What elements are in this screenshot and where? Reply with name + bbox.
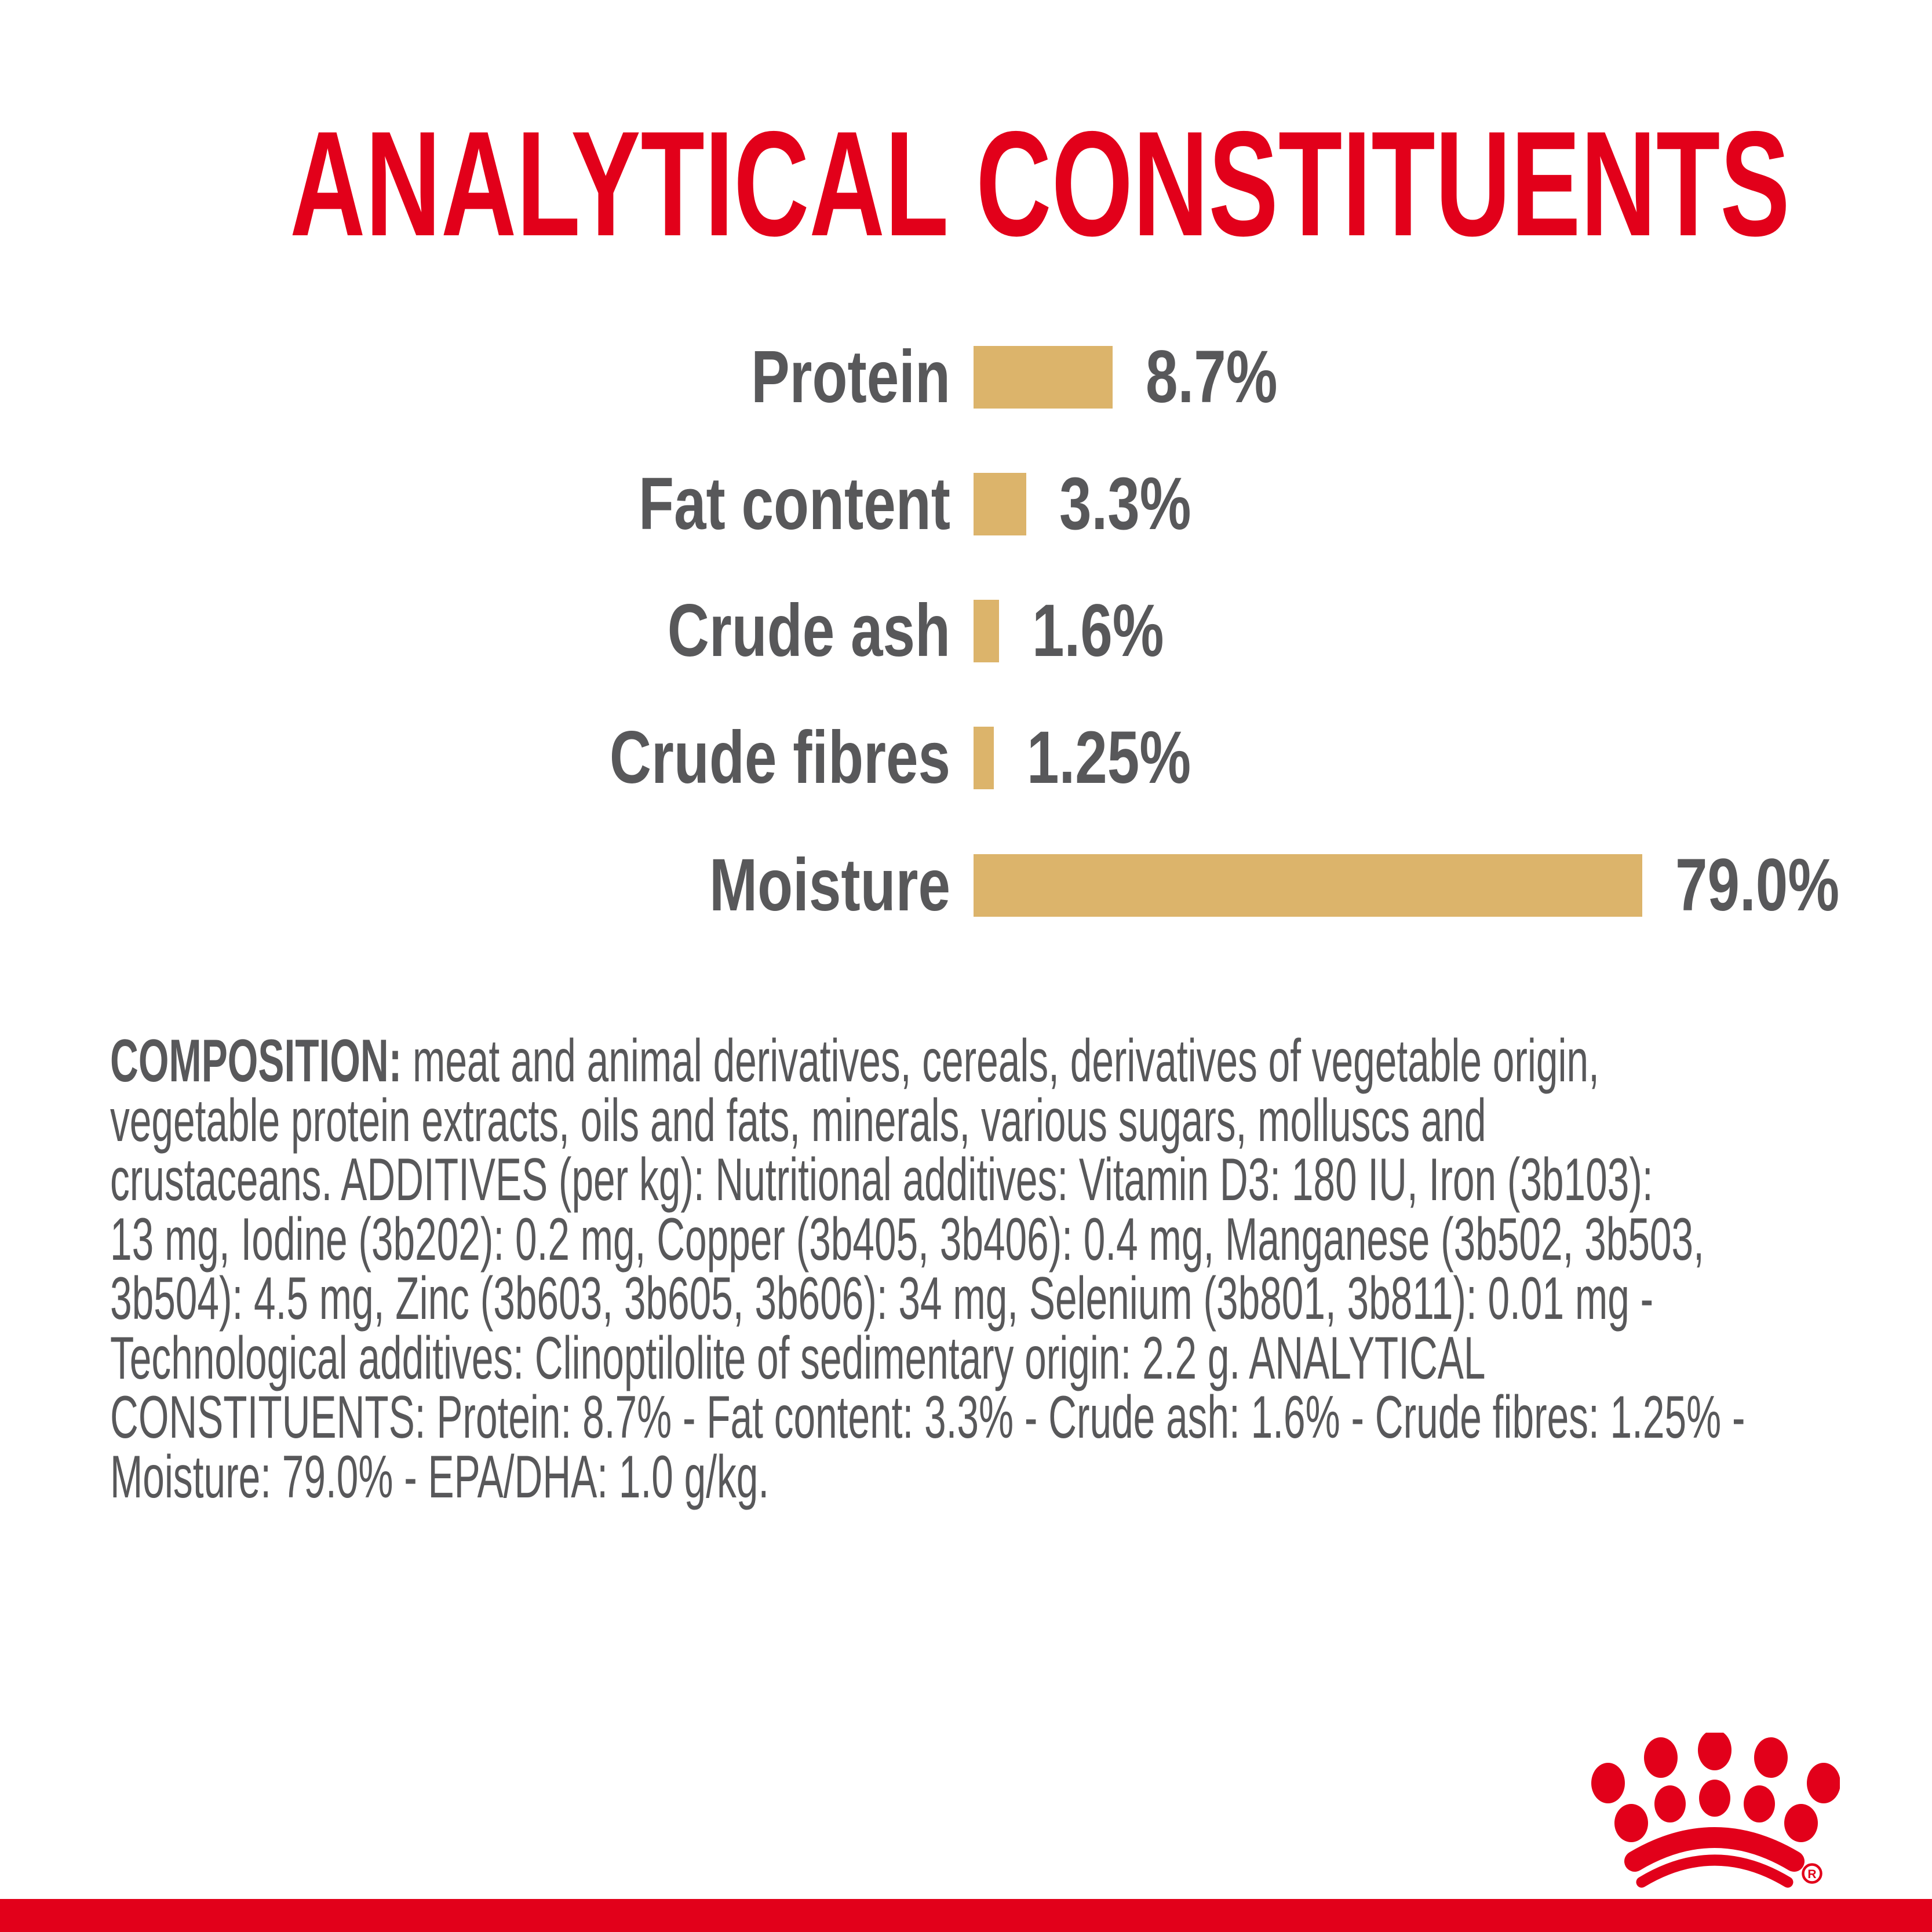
paragraph-line: Moisture: 79.0% - EPA/DHA: 1.0 g/kg. xyxy=(110,1443,770,1511)
bar-protein xyxy=(974,346,1113,409)
bar-label: Protein xyxy=(751,336,950,418)
bar-value: 8.7% xyxy=(1146,336,1278,418)
page-title: ANALYTICAL CONSTITUENTS xyxy=(290,100,1790,267)
royal-canin-crown-logo xyxy=(1591,1733,1840,1901)
bar-label: Moisture xyxy=(709,844,950,927)
crown-base-arc-thin xyxy=(1642,1860,1788,1882)
chart-row-crude-ash xyxy=(0,589,1932,672)
bar-label: Fat content xyxy=(638,462,950,545)
paragraph-line: CONSTITUENTS: Protein: 8.7% - Fat content: 3.3% - Crude ash: 1.6% - Crude fibres: 1.25% - xyxy=(110,1384,1745,1451)
bar-value: 1.25% xyxy=(1027,716,1191,799)
bar-moisture xyxy=(974,854,1642,917)
paragraph-text: meat and animal derivatives, cereals, derivatives of vegetable origin, xyxy=(402,1027,1599,1095)
bar-value: 79.0% xyxy=(1675,844,1840,927)
chart-row-moisture xyxy=(0,844,1932,927)
paragraph-line: vegetable protein extracts, oils and fats, minerals, various sugars, molluscs and xyxy=(110,1087,1486,1154)
bar-value: 1.6% xyxy=(1032,589,1164,672)
chart-row-fat-content xyxy=(0,462,1932,545)
bar-value: 3.3% xyxy=(1059,462,1191,545)
paragraph-line: 3b504): 4.5 mg, Zinc (3b603, 3b605, 3b606): 34 mg, Selenium (3b801, 3b811): 0.01 mg - xyxy=(110,1265,1654,1332)
paragraph-line xyxy=(110,1027,1599,1095)
chart-row-crude-fibres xyxy=(0,716,1932,799)
composition-heading: COMPOSITION: xyxy=(110,1027,402,1095)
paragraph-line: Technological additives: Clinoptilolite of sedimentary origin: 2.2 g. ANALYTICAL xyxy=(110,1324,1486,1392)
paragraph-line: crustaceans. ADDITIVES (per kg): Nutritional additives: Vitamin D3: 180 IU, Iron (3b103): xyxy=(110,1146,1653,1213)
paragraph-line: 13 mg, Iodine (3b202): 0.2 mg, Copper (3b405, 3b406): 0.4 mg, Manganese (3b502, 3b503, xyxy=(110,1205,1704,1273)
bar-fat-content xyxy=(974,473,1026,535)
registered-mark-r: R xyxy=(1807,1868,1817,1881)
composition-paragraph xyxy=(110,1027,1745,1511)
bar-crude-ash xyxy=(974,600,999,662)
bar-label: Crude ash xyxy=(667,589,950,672)
footer-red-bar xyxy=(0,1899,1932,1932)
bar-label: Crude fibres xyxy=(609,716,950,799)
chart-row-protein xyxy=(0,336,1932,418)
bar-crude-fibres xyxy=(974,727,994,789)
